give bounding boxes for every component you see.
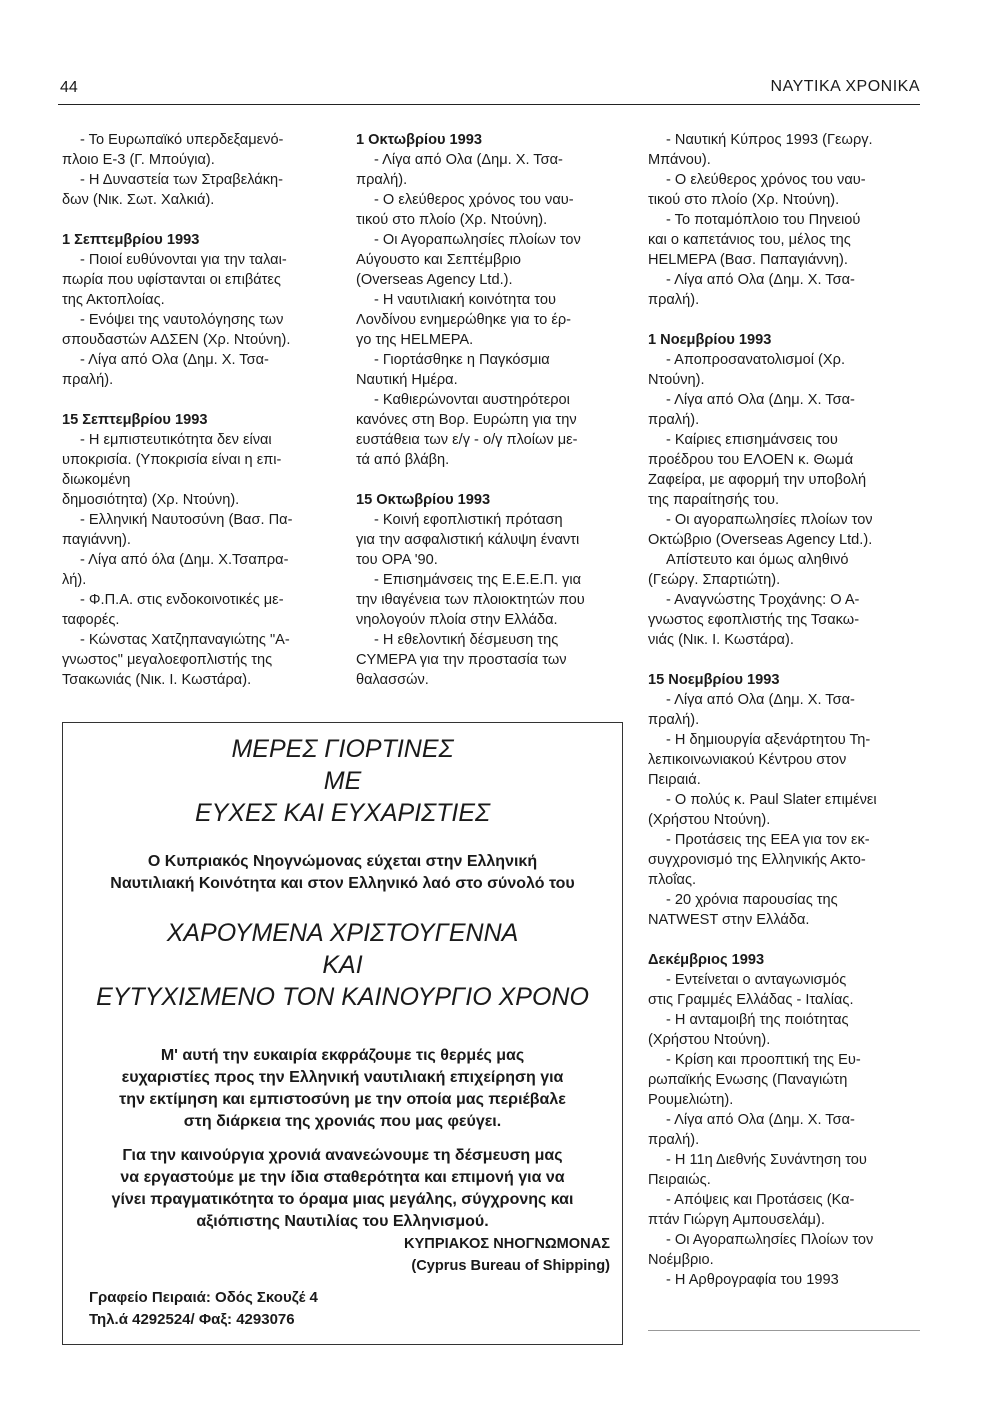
- list-item: - Η δημιουργία αξενάρτητου Τη-: [666, 732, 871, 748]
- section-title: Δεκέμβριος 1993: [648, 952, 765, 968]
- list-item: - Λίγα από όλα (Δημ. Χ.Τσαπρα-: [80, 552, 289, 568]
- list-item-line: παγιάννη).: [62, 532, 131, 548]
- list-item-line: προέδρου του ΕΛΟΕΝ κ. Θωμά: [648, 452, 854, 468]
- text-line: ΧΑΡΟΥΜΕΝΑ ΧΡΙΣΤΟΥΓΕΝΝΑ: [166, 919, 519, 947]
- text-line: ΚΥΠΡΙΑΚΟΣ ΝΗΟΓΝΩΜΟΝΑΣ: [404, 1236, 610, 1252]
- header-rule: [58, 104, 920, 105]
- list-item-line: τά από βλάβη.: [356, 452, 450, 468]
- list-item-line: Ρουμελιώτη).: [648, 1092, 734, 1108]
- list-item: - Ποιοί ευθύνονται για την ταλαι-: [80, 252, 287, 268]
- ad-paragraph-commitment: [63, 1145, 622, 1233]
- list-item-line: Πειραιώς.: [648, 1172, 711, 1188]
- list-item-line: πραλή).: [648, 712, 700, 728]
- list-item-line: γνωστος" μεγαλοεφοπλιστής της: [62, 652, 273, 668]
- list-item: - Λίγα από Ολα (Δημ. Χ. Τσα-: [374, 152, 563, 168]
- list-item-line: υποκρισία. (Υποκρισία είναι η επι-: [62, 452, 282, 468]
- list-item-line: λή).: [62, 572, 87, 588]
- list-item-line: δων (Νικ. Σωτ. Χαλκιά).: [62, 192, 215, 208]
- col1-intro: [62, 130, 308, 210]
- list-item: - Λίγα από Ολα (Δημ. Χ. Τσα-: [666, 272, 855, 288]
- col1-section-2: [62, 430, 308, 690]
- list-item-line: Ναυτική Ημέρα.: [356, 372, 458, 388]
- list-item: - Ο ελεύθερος χρόνος του ναυ-: [666, 172, 866, 188]
- list-item: - Η ανταμοιβή της ποιότητας: [666, 1012, 849, 1028]
- section-title: 1 Οκτωβρίου 1993: [356, 132, 483, 148]
- list-item: - Απόψεις και Προτάσεις (Κα-: [666, 1192, 855, 1208]
- list-item: Απίστευτο και όμως αληθινό: [666, 552, 849, 568]
- list-item: - Η 11η Διεθνής Συνάντηση του: [666, 1152, 867, 1168]
- list-item-line: (Overseas Agency Ltd.).: [356, 272, 513, 288]
- text-line: ευχαριστίες προς την Ελληνική ναυτιλιακή επιχείρηση για: [121, 1069, 564, 1086]
- list-item-line: πραλή).: [62, 372, 114, 388]
- list-item: - Οι Αγοραπωλησίες πλοίων τον: [374, 232, 581, 248]
- list-item: - Η Αρθρογραφία του 1993: [666, 1272, 839, 1288]
- list-item-line: του ΟΡΑ '90.: [356, 552, 438, 568]
- text-line: Γραφείο Πειραιά: Οδός Σκουζέ 4: [89, 1289, 318, 1306]
- section-title: 15 Οκτωβρίου 1993: [356, 492, 491, 508]
- text-line: ΕΥΤΥΧΙΣΜΕΝΟ ΤΟΝ ΚΑΙΝΟΥΡΓΙΟ ΧΡΟΝΟ: [96, 983, 589, 1011]
- list-item: - Επισημάνσεις της Ε.Ε.Ε.Π. για: [374, 572, 582, 588]
- text-line: Τηλ.ά 4292524/ Φαξ: 4293076: [89, 1311, 295, 1328]
- text-line: Μ' αυτή την ευκαιρία εκφράζουμε τις θερμές μας: [160, 1047, 525, 1064]
- list-item-line: πραλή).: [648, 1132, 700, 1148]
- section-title: 15 Νοεμβρίου 1993: [648, 672, 780, 688]
- col3-intro: [648, 130, 918, 310]
- list-item: - Η εθελοντική δέσμευση της: [374, 632, 559, 648]
- list-item: - Λίγα από Ολα (Δημ. Χ. Τσα-: [80, 352, 269, 368]
- section-title: 1 Νοεμβρίου 1993: [648, 332, 772, 348]
- list-item: - Οι αγοραπωλησίες πλοίων τον: [666, 512, 873, 528]
- list-item-line: θαλασσών.: [356, 672, 429, 688]
- list-item: - Ο πολύς κ. Paul Slater επιμένει: [666, 792, 877, 808]
- list-item-line: Ζαφείρα, με αφορμή την υποβολή: [648, 472, 867, 488]
- list-item-line: νηολογούν πλοία στην Ελλάδα.: [356, 612, 558, 628]
- list-item-line: νιάς (Νικ. Ι. Κωστάρα).: [648, 632, 794, 648]
- list-item: - Ελληνική Ναυτοσύνη (Βασ. Πα-: [80, 512, 293, 528]
- list-item-line: (Χρήστου Ντούνη).: [648, 812, 771, 828]
- list-item-line: HELMEPA (Βασ. Παπαγιάννη).: [648, 252, 848, 268]
- list-item-line: διωκομένη: [62, 472, 131, 488]
- list-item-line: NATWEST στην Ελλάδα.: [648, 912, 810, 928]
- column-end-rule: [648, 1330, 920, 1331]
- list-item: - 20 χρόνια παρουσίας της: [666, 892, 838, 908]
- text-line: Ο Κυπριακός Νηογνώμονας εύχεται στην Ελληνική: [147, 853, 538, 870]
- list-item-line: Νοέμβριο.: [648, 1252, 714, 1268]
- list-item-line: της Ακτοπλοίας.: [62, 292, 165, 308]
- text-line: ΕΥΧΕΣ ΚΑΙ ΕΥΧΑΡΙΣΤΙΕΣ: [194, 799, 491, 827]
- list-item-line: πλοιο Ε-3 (Γ. Μπούγια).: [62, 152, 215, 168]
- list-item: - Οι Αγοραπωλησίες Πλοίων τον: [666, 1232, 874, 1248]
- list-item-line: Λονδίνου ενημερώθηκε για το έρ-: [356, 312, 572, 328]
- list-item: - Το Ευρωπαϊκό υπερδεξαμενό-: [80, 132, 284, 148]
- list-item-line: στις Γραμμές Ελλάδας - Ιταλίας.: [648, 992, 854, 1008]
- list-item-line: (Χρήστου Ντούνη).: [648, 1032, 771, 1048]
- text-line: γίνει πραγματικότητα το όραμα μιας μεγάλης, σύγχρονης και: [111, 1191, 574, 1208]
- list-item-line: Αύγουστο και Σεπτέμβριο: [356, 252, 522, 268]
- list-item: - Αναγνώστης Τροχάνης: Ο Α-: [666, 592, 860, 608]
- list-item-line: ρωπαϊκής Ενωσης (Παναγιώτη: [648, 1072, 848, 1088]
- col3-section-1: [648, 350, 918, 650]
- list-item-line: γνωστος εφοπλιστής της Τσακω-: [648, 612, 860, 628]
- column-1: [62, 130, 308, 690]
- list-item: - Κρίση και προοπτική της Ευ-: [666, 1052, 861, 1068]
- list-item: - Κοινή εφοπλιστική πρόταση: [374, 512, 563, 528]
- list-item-line: CYMEPA για την προστασία των: [356, 652, 567, 668]
- list-item-line: δημοσιότητα) (Χρ. Ντούνη).: [62, 492, 240, 508]
- text-line: να εργαστούμε με την ίδια σταθερότητα και επιμονή για να: [120, 1169, 565, 1186]
- section-title: 1 Σεπτεμβρίου 1993: [62, 232, 200, 248]
- list-item: - Το ποταμόπλοιο του Πηνειού: [666, 212, 861, 228]
- list-item-line: ευστάθεια των ε/γ - ο/γ πλοίων με-: [356, 432, 578, 448]
- list-item-line: για την ασφαλιστική κάλυψη έναντι: [356, 532, 580, 548]
- advertisement-box: [62, 722, 623, 1345]
- list-item-line: Οκτώβριο (Overseas Agency Ltd.).: [648, 532, 873, 548]
- list-item-line: πλοΐας.: [648, 872, 697, 888]
- text-line: στη διάρκεια της χρονιάς που μας φεύγει.: [183, 1113, 502, 1130]
- text-line: Για την καινούργια χρονιά ανανεώνουμε τη δέσμευση μας: [122, 1147, 563, 1164]
- list-item: - Η ναυτιλιακή κοινότητα του: [374, 292, 556, 308]
- col2-section-1: [356, 150, 626, 470]
- col1-section-1: [62, 250, 308, 390]
- list-item-line: πραλή).: [648, 292, 700, 308]
- magazine-title: ΝΑΥΤΙΚΑ ΧΡΟΝΙΚΑ: [770, 78, 920, 95]
- list-item: - Εντείνεται ο ανταγωνισμός: [666, 972, 847, 988]
- list-item-line: γο της HELMEPA.: [356, 332, 474, 348]
- text-line: ΜΕ: [323, 767, 362, 795]
- col3-section-2: [648, 690, 918, 930]
- list-item-line: Πειραιά.: [648, 772, 701, 788]
- list-item: - Λίγα από Ολα (Δημ. Χ. Τσα-: [666, 692, 855, 708]
- list-item: - Γιορτάσθηκε η Παγκόσμια: [374, 352, 550, 368]
- list-item: - Ναυτική Κύπρος 1993 (Γεωργ.: [666, 132, 873, 148]
- list-item-line: συγχρονισμό της Ελληνικής Ακτο-: [648, 852, 866, 868]
- list-item-line: και ο καπετάνιος του, μέλος της: [648, 232, 851, 248]
- ad-office-contact: [63, 1287, 622, 1331]
- list-item: - Προτάσεις της ΕΕΑ για τον εκ-: [666, 832, 870, 848]
- list-item-line: κανόνες στη Βορ. Ευρώπη για την: [356, 412, 577, 428]
- column-3: [648, 130, 918, 1290]
- ad-intro: [63, 851, 622, 895]
- ad-signature: [63, 1233, 622, 1277]
- ad-heading-greetings: [63, 733, 622, 829]
- list-item-line: της παραίτησής του.: [648, 492, 780, 508]
- list-item-line: την ιθαγένεια των πλοιοκτητών που: [356, 592, 585, 608]
- list-item: - Ενόψει της ναυτολόγησης των: [80, 312, 284, 328]
- section-title: 15 Σεπτεμβρίου 1993: [62, 412, 208, 428]
- text-line: αξιόπιστης Ναυτιλίας του Ελληνισμού.: [196, 1213, 489, 1230]
- ad-paragraph-thanks: [63, 1045, 622, 1133]
- list-item-line: πραλή).: [356, 172, 408, 188]
- text-line: την εκτίμηση και εμπιστοσύνη με την οποία μας περιέβαλε: [119, 1091, 566, 1108]
- text-line: Ναυτιλιακή Κοινότητα και στον Ελληνικό λαό στο σύνολό του: [110, 875, 575, 892]
- list-item-line: ταφορές.: [62, 612, 120, 628]
- list-item: - Καίριες επισημάνσεις του: [666, 432, 838, 448]
- list-item-line: λεπικοινωνιακού Κέντρου στον: [648, 752, 847, 768]
- col3-section-3: [648, 970, 918, 1290]
- text-line: ΜΕΡΕΣ ΓΙΟΡΤΙΝΕΣ: [231, 735, 454, 763]
- list-item-line: Ντούνη).: [648, 372, 705, 388]
- list-item-line: τικού στο πλοίο (Χρ. Ντούνη).: [356, 212, 548, 228]
- list-item-line: σπουδαστών ΑΔΣΕΝ (Χρ. Ντούνη).: [62, 332, 291, 348]
- list-item: - Καθιερώνονται αυστηρότεροι: [374, 392, 570, 408]
- list-item: - Κώνστας Χατζηπαναγιώτης "Α-: [80, 632, 290, 648]
- list-item-line: (Γεώργ. Σπαρτιώτη).: [648, 572, 781, 588]
- ad-heading-christmas: [63, 917, 622, 1013]
- list-item-line: Τσακωνιάς (Νικ. Ι. Κωστάρα).: [62, 672, 252, 688]
- text-line: (Cyprus Bureau of Shipping): [411, 1258, 610, 1274]
- list-item: - Αποπροσανατολισμοί (Χρ.: [666, 352, 845, 368]
- list-item: - Η Δυναστεία των Στραβελάκη-: [80, 172, 283, 188]
- list-item: - Η εμπιστευτικότητα δεν είναι: [80, 432, 272, 448]
- list-item-line: Μπάνου).: [648, 152, 711, 168]
- list-item: - Φ.Π.Α. στις ενδοκοινοτικές με-: [80, 592, 284, 608]
- column-2: [356, 130, 626, 690]
- list-item-line: πτάν Γιώργη Αμπουσελάμ).: [648, 1212, 825, 1228]
- list-item: - Λίγα από Ολα (Δημ. Χ. Τσα-: [666, 392, 855, 408]
- text-line: ΚΑΙ: [322, 951, 363, 979]
- list-item-line: πραλή).: [648, 412, 700, 428]
- page-number: 44: [60, 79, 78, 96]
- list-item-line: πωρία που υφίστανται οι επιβάτες: [62, 272, 281, 288]
- list-item: - Λίγα από Ολα (Δημ. Χ. Τσα-: [666, 1112, 855, 1128]
- col2-section-2: [356, 510, 626, 690]
- list-item-line: τικού στο πλοίο (Χρ. Ντούνη).: [648, 192, 840, 208]
- list-item: - Ο ελεύθερος χρόνος του ναυ-: [374, 192, 574, 208]
